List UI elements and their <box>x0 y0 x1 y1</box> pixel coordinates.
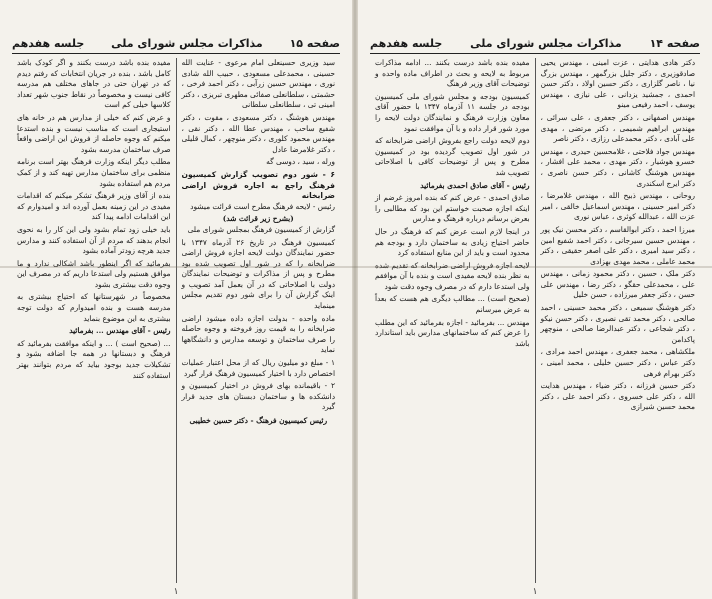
paragraph: روحانی ، مهندس ذبیح الله ، مهندس غلامرضا ، دکتر امیر حسینی ، مهندس اسماعیل خالقی ، امیر عزت الله ، عبدالله کوثری ، عباس نوری <box>540 191 695 222</box>
page-footer-mark: ۱ <box>173 587 179 597</box>
paragraph: در اینجا لازم است عرض کنم که فرهنگ در حال حاضر احتیاج زیادی به ساختمان دارد و بودجه هم محدود است و باید از این منابع استفاده کرد <box>375 226 530 258</box>
page-14 <box>358 0 712 599</box>
paragraph: باید خیلی زود تمام بشود ولی این کار را به نحوی انجام بدهند که مردم از آن استفاده کنند و مدارس جدید هرچه زودتر آماده بشود <box>17 224 171 256</box>
paragraph: دوم لایحه دولت راجع بفروش اراضی ضرابخانه که در شور اول تصویب گردیده بود در کمیسیون مطرح و پس از توضیحات کافی با اصلاحاتی تصویب شد <box>375 136 530 177</box>
paragraph: مهندس ... بفرمائید - اجازه بفرمائید که این مطلب را عرض کنم که ساختمانهای مدارس باید استاندارد باشد <box>375 317 530 348</box>
paragraph: (صحیح است) ... مطالب دیگری هم هست که بعداً به عرض میرسانم <box>375 294 530 315</box>
page-footer-mark: ۱ <box>532 587 538 597</box>
page-title: مذاکرات مجلس شورای ملی <box>111 36 263 50</box>
session-label: جلسه هفدهم <box>370 36 443 50</box>
page-number: صفحه ۱۵ <box>289 36 340 50</box>
paragraph: ماده واحده - بدولت اجازه داده میشود اراضی ضرابخانه را به قیمت روز فروخته و وجوه حاصله را صرف ساختمان و توسعه مدارس و دانشگاهها نماید <box>181 313 335 355</box>
paragraph: کمیسیون بودجه و مجلس شورای ملی کمیسیون بودجه در جلسه ۱۱ آذرماه ۱۳۴۷ با حضور آقای معاون وزارت فرهنگ و نمایندگان دولت لایحه را مورد شور قرار داده و با آن موافقت نمود <box>375 91 530 133</box>
paragraph: مهندس هوشنگ ، دکتر مسعودی ، مقوت ، دکتر شفیع ساحب ، مهندس عطا الله ، دکتر نقی ، مهندس محمود کلوری ، دکتر منوچهر ، کمال قلیلی ، دکتر غلامرضا عادل <box>181 112 335 154</box>
column-left <box>12 58 176 583</box>
column-divider <box>176 58 177 583</box>
text-columns <box>370 58 700 583</box>
paragraph: و عرض کنم که خیلی از مدارس هم در خانه های استیجاری است که مناسب نیست و بنده استدعا میکنم که وجوه حاصله از فروش این اراضی واقعاً صرف ساختمان مدرسه بشود <box>17 112 171 154</box>
paragraph: سید وزیری حسینعلی امام مرعوی - عنایت الله حسینی ، محمدعلی مسعودی ، حبیب الله شادی نوری ، مهندس حسین زرآبی ، دکتر احمد فرخی ، حشمتی ، سلطانعلی صفائی مطهری تبریزی ، دکتر امینی تی ، سلطانعلی سلطانی <box>181 58 335 110</box>
page-15 <box>0 0 352 599</box>
paragraph: رئیس - آقای صادق احمدی بفرمائید <box>420 180 530 190</box>
paragraph: صادق احمدی - عرض کنم که بنده امروز غرضم از اینکه اجازه صحبت خواستم این بود که مطالبی را بعرض برسانم درباره فرهنگ و مدارس <box>375 193 530 224</box>
paragraph: دکتر ملک ، حسین ، دکتر محمود زمانی ، مهندس علی ، محمدعلی حقگو ، دکتر رضا ، مهندس علی حسن ، دکتر جعفر میرزاده ، حسن خلیل <box>540 269 695 300</box>
paragraph: بفرمائید که اگر اینطور باشد اشکالی ندارد و ما موافق هستیم ولی استدعا داریم که در مصرف این وجوه دقت بیشتری بشود <box>17 258 171 289</box>
paragraph: رئیس - آقای مهندس ... بفرمائید <box>69 326 171 336</box>
paragraph: ملکشاهی ، محمد جعفری ، مهندس احمد مرادی ، دکتر عباس ، دکتر حسین خلیلی ، محمد امینی ، دکتر بهرام فرهی <box>540 347 695 378</box>
paragraph: ۱ - مبلغ دو میلیون ریال که از محل اعتبار عملیات اختصاص دارد با اختیار کمیسیون فرهنگ قرار گیرد <box>181 358 335 378</box>
paragraph: بنده از آقای وزیر فرهنگ تشکر میکنم که اقدامات مفیدی در این زمینه بعمل آورده اند و امیدوارم که این اقدامات ادامه پیدا کند <box>17 191 171 222</box>
paragraph: مخصوصاً در شهرستانها که احتیاج بیشتری به مدرسه هست و بنده امیدوارم که دولت توجه بیشتری به این موضوع بنماید <box>17 292 171 323</box>
signature-line: رئیس کمیسیون فرهنگ - دکتر حسین خطیبی <box>189 416 328 425</box>
page-header <box>370 34 700 52</box>
paragraph: رئیس - لایحه فرهنگ مطرح است قرائت میشود <box>190 201 335 211</box>
paragraph: (بشرح زیر قرائت شد) <box>222 214 294 224</box>
column-left <box>370 58 535 583</box>
paragraph: گزارش از کمیسیون فرهنگ بمجلس شورای ملی <box>187 224 335 234</box>
header-rule <box>370 53 700 54</box>
paragraph: مطلب دیگر اینکه وزارت فرهنگ بهتر است برنامه منظمی برای ساختمان مدارس تهیه کند و از کمک مردم هم استفاده بشود <box>17 157 171 188</box>
paragraph: دکتر هوشنگ سمیعی ، دکتر محمد حسینی ، احمد صالحی ، دکتر محمد تقی نصیری ، دکتر حسن نیکو ، دکتر شجاعی ، دکتر عبدالرضا صالحی ، منوچهر پاکدامن <box>540 303 695 344</box>
page-title: مذاکرات مجلس شورای ملی <box>470 36 622 50</box>
paragraph: مفیده بنده باشد درست بکنند ... ادامه مذاکرات مربوط به لایحه و بحث در اطراف ماده واحده و توضیحات آقای وزیر فرهنگ <box>375 58 530 89</box>
session-label: جلسه هفدهم <box>12 36 85 50</box>
paragraph: ... (صحیح است ) ... و اینکه موافقت بفرمائید که فرهنگ و دبستانها در همه جا اضافه بشود و تشکیلات جدید بوجود بیاید که مردم بتوانند بهتر استفاده کنند <box>17 338 171 380</box>
paragraph: مفیده بنده باشد درست بکنند و اگر کودک باشد کامل باشد ، بنده در جریان انتخابات که رفتم دیدم که در تهران حتی در جاهای مختلف هم مدرسه کافی نیست و مخصوصاً در نقاط جنوب شهر تعداد کلاسها خیلی کم است <box>17 58 171 110</box>
column-right <box>536 58 701 583</box>
paragraph: دکتر هادی هدایتی ، عزت امینی ، مهندس یحیی صادقوزیری ، دکتر جلیل بزرگمهر ، مهندس بزرگ نیا ، ناصر گلزاری ، دکتر حسین اولاد ، دکتر حسن احمدی ، جمشید یزدانی ، علی نیازی ، مهندس یوسف ، احمد رفیعی مینو <box>540 58 695 110</box>
paragraph: لایحه اجازه فروش اراضی ضرابخانه که تقدیم شده به نظر بنده لایحه مفیدی است و بنده با آن موافقم ولی استدعا دارم که در مصرف وجوه دقت شود <box>375 260 530 291</box>
paragraph: کمیسیون فرهنگ در تاریخ ۲۶ آذرماه ۱۳۴۷ با حضور نمایندگان دولت لایحه اجازه فروش اراضی ضرابخانه را که در شور اول تصویب شده بود مطرح و پس از مذاکرات و توضیحات نمایندگان دولت با اصلاحاتی که در آن بعمل آمد تصویب و اینک گزارش آن را برای شور دوم تقدیم مجلس مینماید <box>181 237 335 311</box>
page-header <box>12 34 340 52</box>
paragraph: ورله ، سید ، دوسی گه <box>266 157 335 167</box>
text-columns <box>12 58 340 583</box>
page-number: صفحه ۱۴ <box>649 36 700 50</box>
paragraph: ۲ - باقیمانده بهای فروش در اختیار کمیسیون و دانشکده ها و ساختمان دبستان های جدید قرار گیرد <box>181 381 335 412</box>
paragraph: مهندس جواد فلاحتی ، غلامحسین حیدری ، مهندس خسرو هوشیار ، دکتر مهدی ، محمد علی افشار ، مهندس هوشنگ کاشانی ، دکتر حسن ناصری ، دکتر ایرج اسکندری <box>540 146 695 188</box>
column-divider <box>535 58 536 583</box>
column-right <box>177 58 341 583</box>
paragraph: میرزا احمد ، دکتر ابوالقاسم ، دکتر محسن نیک پور ، مهندس حسین سیرجانی ، دکتر احمد شفیع امین ، دکتر سید امیری ، دکتر علی اصغر حقیقی ، دکتر محمد عاملی ، محمد مهدی بهزادی <box>540 224 695 266</box>
paragraph: مهندس اصفهانی ، دکتر جعفری ، علی سرائی ، مهندس ابراهیم شمیمی ، دکتر مرتضی ، مهدی علی آبادی ، دکتر محمدعلی رزازی ، دکتر ناصر <box>540 112 695 144</box>
paragraph: دکتر حسین فرزانه ، دکتر ضیاء ، مهندس هدایت الله ، دکتر علی خسروی ، دکتر احمد علی ، دکتر محمد حسین شیرازی <box>540 381 695 412</box>
section-heading: ۶ - شور دوم تصویب گزارش کمیسیون فرهنگ راجع به اجاره فروش اراضی ضرابخانه <box>181 169 335 201</box>
header-rule <box>12 53 340 54</box>
